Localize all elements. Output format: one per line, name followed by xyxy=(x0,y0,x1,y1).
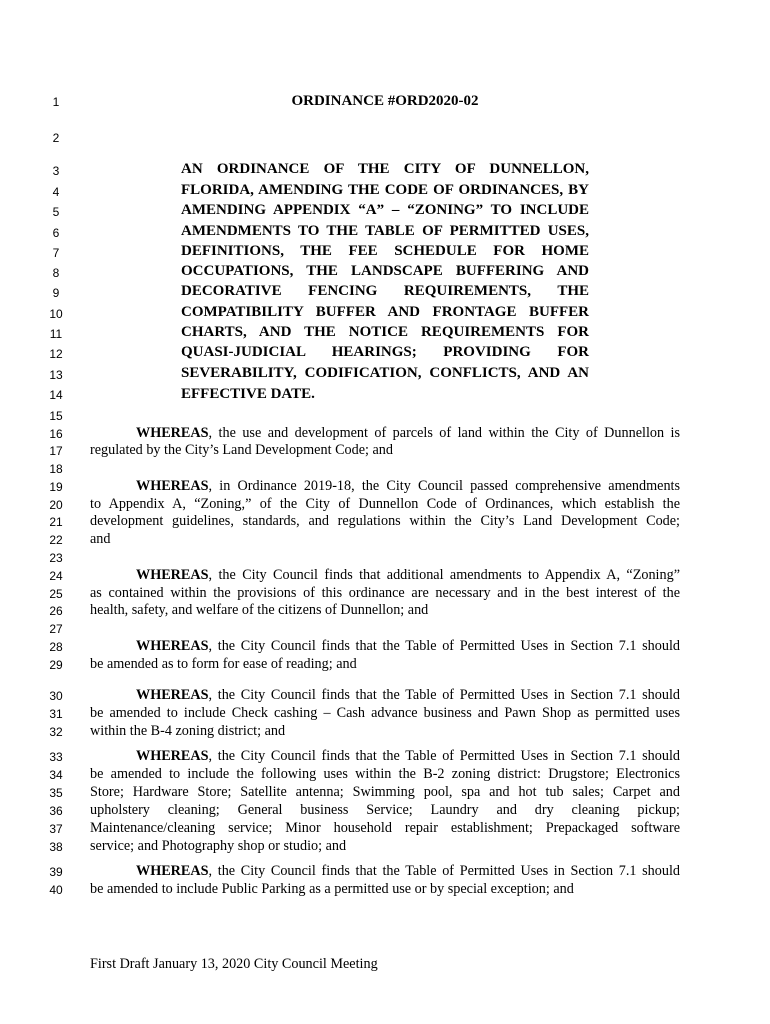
heading-line: QUASI-JUDICIAL HEARINGS; PROVIDING FOR xyxy=(181,344,589,360)
line-number: 18 xyxy=(49,462,63,476)
paragraph-line: health, safety, and welfare of the citizens of Dunnellon; and xyxy=(90,602,429,618)
whereas-keyword: WHEREAS xyxy=(136,748,209,764)
line-number: 9 xyxy=(52,286,60,300)
heading-line: CHARTS, AND THE NOTICE REQUIREMENTS FOR xyxy=(181,324,589,340)
whereas-keyword: WHEREAS xyxy=(136,567,209,583)
line-number: 17 xyxy=(49,444,63,458)
paragraph-line: within the B-4 zoning district; and xyxy=(90,723,286,739)
line-number: 3 xyxy=(52,164,60,178)
line-number: 30 xyxy=(49,689,63,703)
line-number: 4 xyxy=(52,185,60,199)
paragraph-line: as contained within the provisions of this ordinance are necessary and in the best interest of the xyxy=(90,585,680,601)
line-number: 27 xyxy=(49,622,63,636)
paragraph-line: regulated by the City’s Land Development Code; and xyxy=(90,442,393,458)
line-number: 5 xyxy=(52,205,60,219)
line-number: 29 xyxy=(49,658,63,672)
line-number: 8 xyxy=(52,266,60,280)
line-number: 34 xyxy=(49,768,63,782)
paragraph-line: to Appendix A, “Zoning,” of the City of Dunnellon Code of Ordinances, which establish the xyxy=(90,496,680,512)
heading-line: AMENDING APPENDIX “A” – “ZONING” TO INCLUDE xyxy=(181,202,589,218)
line-number: 16 xyxy=(49,427,63,441)
heading-line: FLORIDA, AMENDING THE CODE OF ORDINANCES, BY xyxy=(181,182,589,198)
paragraph-line: WHEREAS, the use and development of parcels of land within the City of Dunnellon is xyxy=(136,425,680,441)
paragraph-line: upholstery cleaning; General business Service; Laundry and dry cleaning pickup; xyxy=(90,802,680,818)
line-number: 32 xyxy=(49,725,63,739)
line-number: 40 xyxy=(49,883,63,897)
paragraph-line: WHEREAS, the City Council finds that the Table of Permitted Uses in Section 7.1 should xyxy=(136,748,680,764)
heading-line: COMPATIBILITY BUFFER AND FRONTAGE BUFFER xyxy=(181,304,589,320)
paragraph-line: WHEREAS, the City Council finds that additional amendments to Appendix A, “Zoning” xyxy=(136,567,680,583)
paragraph-line: and xyxy=(90,531,111,547)
page-footer: First Draft January 13, 2020 City Council Meeting xyxy=(90,956,378,972)
line-number: 33 xyxy=(49,750,63,764)
heading-line: OCCUPATIONS, THE LANDSCAPE BUFFERING AND xyxy=(181,263,589,279)
line-number: 28 xyxy=(49,640,63,654)
paragraph-line: be amended as to form for ease of reading; and xyxy=(90,656,357,672)
heading-line: SEVERABILITY, CODIFICATION, CONFLICTS, AND AN xyxy=(181,365,589,381)
paragraph-line: development guidelines, standards, and regulations within the City’s Land Development Code; xyxy=(90,513,680,529)
line-number: 12 xyxy=(49,347,63,361)
line-number: 7 xyxy=(52,246,60,260)
line-number: 38 xyxy=(49,840,63,854)
line-number: 36 xyxy=(49,804,63,818)
paragraph-line: be amended to include Public Parking as a permitted use or by special exception; and xyxy=(90,881,574,897)
line-number: 26 xyxy=(49,604,63,618)
heading-line: AN ORDINANCE OF THE CITY OF DUNNELLON, xyxy=(181,161,589,177)
whereas-keyword: WHEREAS xyxy=(136,687,209,703)
line-number: 23 xyxy=(49,551,63,565)
heading-line: DEFINITIONS, THE FEE SCHEDULE FOR HOME xyxy=(181,243,589,259)
line-number: 21 xyxy=(49,515,63,529)
line-number: 22 xyxy=(49,533,63,547)
paragraph-line: WHEREAS, the City Council finds that the Table of Permitted Uses in Section 7.1 should xyxy=(136,638,680,654)
line-number: 35 xyxy=(49,786,63,800)
paragraph-line: WHEREAS, the City Council finds that the Table of Permitted Uses in Section 7.1 should xyxy=(136,863,680,879)
whereas-keyword: WHEREAS xyxy=(136,478,209,494)
line-number: 11 xyxy=(49,327,63,341)
line-number: 31 xyxy=(49,707,63,721)
heading-line: EFFECTIVE DATE. xyxy=(181,386,315,402)
paragraph-line: service; and Photography shop or studio; and xyxy=(90,838,347,854)
heading-line: DECORATIVE FENCING REQUIREMENTS, THE xyxy=(181,283,589,299)
paragraph-line: WHEREAS, the City Council finds that the Table of Permitted Uses in Section 7.1 should xyxy=(136,687,680,703)
paragraph-line: be amended to include Check cashing – Cash advance business and Pawn Shop as permitted uses xyxy=(90,705,680,721)
whereas-keyword: WHEREAS xyxy=(136,638,209,654)
line-number: 13 xyxy=(49,368,63,382)
paragraph-line: be amended to include the following uses within the B-2 zoning district: Drugstore; Electronics xyxy=(90,766,680,782)
paragraph-line: Maintenance/cleaning service; Minor household repair establishment; Prepackaged software xyxy=(90,820,680,836)
line-number: 19 xyxy=(49,480,63,494)
line-number: 10 xyxy=(49,307,63,321)
ordinance-title: ORDINANCE #ORD2020-02 xyxy=(291,93,479,109)
line-number: 2 xyxy=(52,131,60,145)
line-number: 15 xyxy=(49,409,63,423)
paragraph-line: Store; Hardware Store; Satellite antenna; Swimming pool, spa and hot tub sales; Carpet and xyxy=(90,784,680,800)
line-number: 20 xyxy=(49,498,63,512)
whereas-keyword: WHEREAS xyxy=(136,425,209,441)
line-number: 37 xyxy=(49,822,63,836)
line-number: 14 xyxy=(49,388,63,402)
line-number: 6 xyxy=(52,226,60,240)
line-number: 24 xyxy=(49,569,63,583)
paragraph-line: WHEREAS, in Ordinance 2019-18, the City Council passed comprehensive amendments xyxy=(136,478,680,494)
line-number: 1 xyxy=(52,95,60,109)
heading-line: AMENDMENTS TO THE TABLE OF PERMITTED USES, xyxy=(181,223,589,239)
line-number: 25 xyxy=(49,587,63,601)
whereas-keyword: WHEREAS xyxy=(136,863,209,879)
line-number: 39 xyxy=(49,865,63,879)
